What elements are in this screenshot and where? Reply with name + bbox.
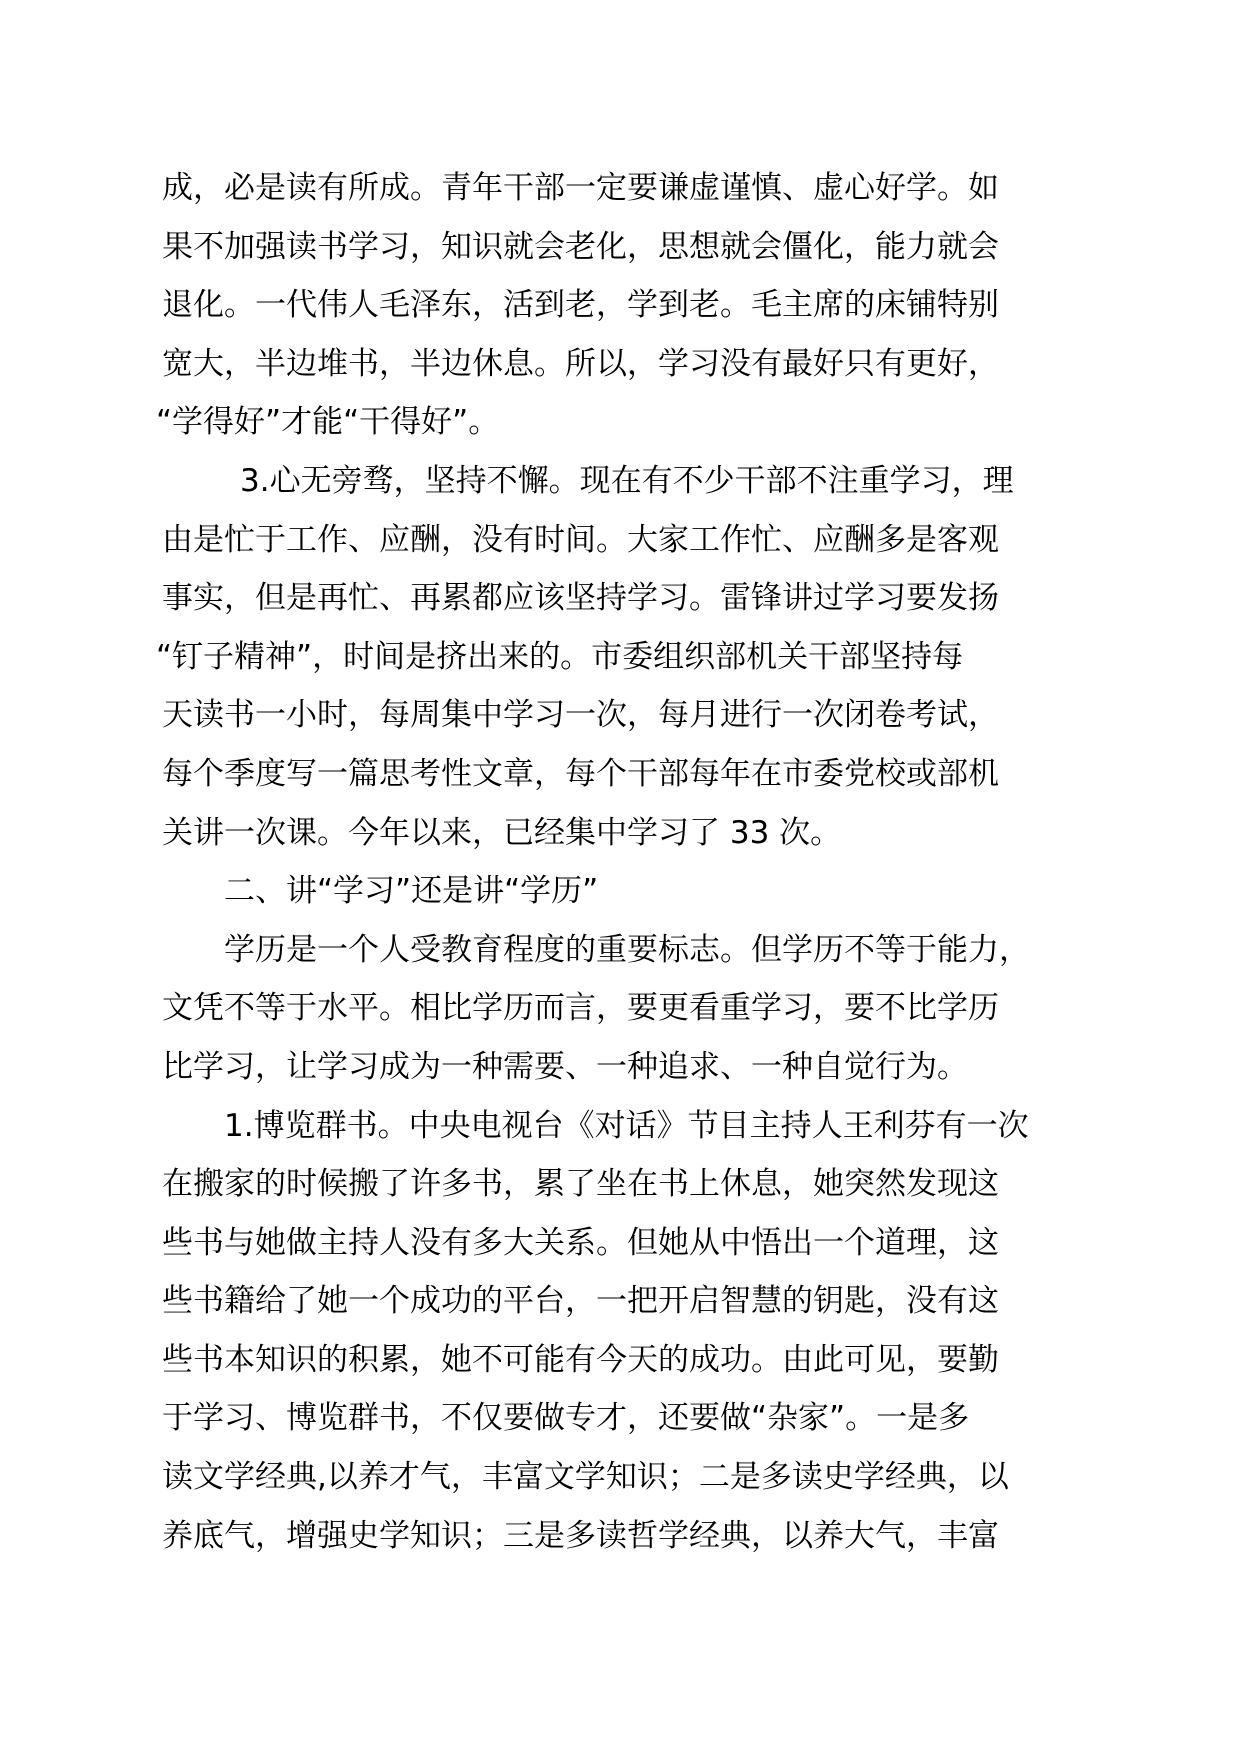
text-line: 在搬家的时候搬了许多书，累了坐在书上休息，她突然发现这 [162, 1166, 999, 1203]
paragraph-start-1: 1.博览群书。中央电视台《对话》节目主持人王利芬有一次 [224, 1107, 1029, 1144]
text-line: 由是忙于工作、应酬，没有时间。大家工作忙、应酬多是客观 [162, 521, 999, 558]
text-line: 退化。一代伟人毛泽东，活到老，学到老。毛主席的床铺特别 [162, 287, 999, 324]
paragraph-start: 学历是一个人受教育程度的重要标志。但学历不等于能力， [224, 931, 1030, 968]
text-line: 事实，但是再忙、再累都应该坚持学习。雷锋讲过学习要发扬 [162, 580, 999, 617]
text-line: 些书籍给了她一个成功的平台，一把开启智慧的钥匙，没有这 [162, 1283, 999, 1320]
body-text [156, 159, 1097, 1565]
text-line: “学得好”才能“干得好”。 [156, 404, 500, 441]
text-line: 果不加强读书学习，知识就会老化，思想就会僵化，能力就会 [162, 228, 999, 265]
text-line: 宽大，半边堆书，半边休息。所以，学习没有最好只有更好， [162, 345, 999, 382]
text-line: 些书本知识的积累，她不可能有今天的成功。由此可见，要勤 [162, 1341, 999, 1378]
text-line: 文凭不等于水平。相比学历而言，要更看重学习，要不比学历 [162, 990, 999, 1027]
section-heading: 二、讲“学习”还是讲“学历” [224, 873, 599, 910]
text-line: 天读书一小时，每周集中学习一次，每月进行一次闭卷考试， [162, 697, 999, 734]
text-line: 于学习、博览群书，不仅要做专才，还要做“杂家”。一是多 [162, 1400, 970, 1437]
text-line: 成，必是读有所成。青年干部一定要谦虚谨慎、虚心好学。如 [162, 170, 999, 206]
text-line: 读文学经典,以养才气，丰富文学知识；二是多读史学经典，以 [162, 1459, 1009, 1496]
text-line: “钉子精神”，时间是挤出来的。市委组织部机关干部坚持每 [156, 638, 964, 675]
text-line: 养底气，增强史学知识；三是多读哲学经典，以养大气，丰富 [162, 1517, 999, 1554]
text-line: 每个季度写一篇思考性文章，每个干部每年在市委党校或部机 [162, 755, 999, 792]
text-line: 些书与她做主持人没有多大关系。但她从中悟出一个道理，这 [162, 1224, 999, 1261]
text-line: 关讲一次课。今年以来，已经集中学习了 33 次。 [162, 814, 842, 851]
text-line: 比学习，让学习成为一种需要、一种追求、一种自觉行为。 [162, 1048, 968, 1085]
paragraph-start-3: 3.心无旁骛，坚持不懈。现在有不少干部不注重学习，理 [240, 462, 1014, 499]
